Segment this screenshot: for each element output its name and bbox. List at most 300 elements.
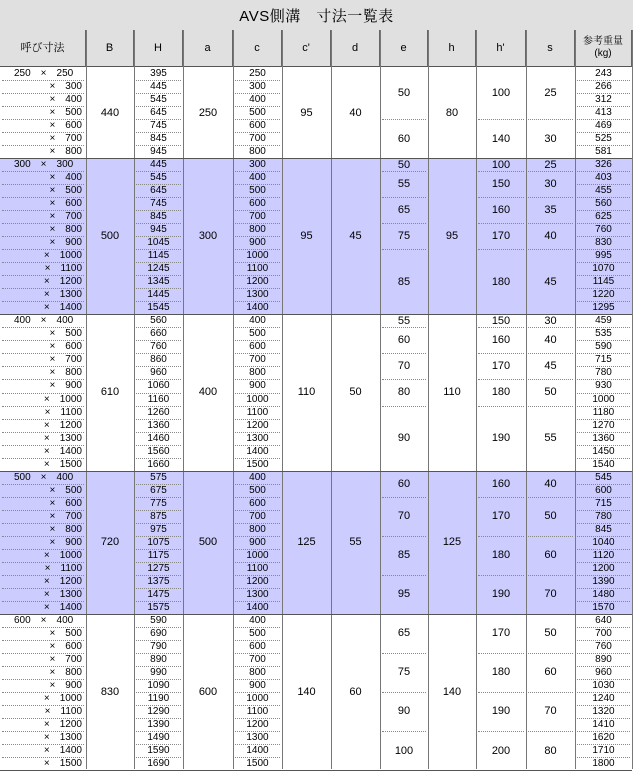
row-divider (528, 223, 573, 224)
row-divider (528, 497, 573, 498)
h-value: 1660 (147, 458, 170, 470)
s-value: 45 (544, 275, 557, 288)
h-value: 1460 (147, 432, 170, 444)
nominal-size: × 600 (49, 341, 82, 353)
row-divider (2, 458, 84, 459)
h-value: 395 (150, 68, 167, 79)
h-prime-header: h' (476, 30, 526, 67)
h-value: 1160 (147, 393, 170, 405)
c-value: 1400 (246, 601, 269, 613)
weight-value: 1070 (592, 263, 615, 275)
row-divider (136, 458, 181, 459)
weight-value: 1450 (592, 445, 615, 457)
nominal-size: × 300 (49, 81, 82, 93)
c-prime-header: c' (282, 30, 331, 67)
e-value: 60 (397, 477, 411, 490)
row-divider (235, 497, 280, 498)
row-divider (2, 744, 84, 745)
nominal-size: × 800 (49, 367, 82, 379)
weight-value: 535 (595, 328, 612, 340)
weight-value: 890 (595, 653, 612, 665)
nominal-size: × 800 (49, 523, 82, 535)
row-divider (136, 262, 181, 263)
s-value: 80 (544, 744, 557, 757)
c-value: 1100 (246, 406, 269, 418)
row-divider (235, 731, 280, 732)
h-value: 1590 (147, 745, 170, 757)
h-prime-value: 160 (491, 477, 511, 490)
row-divider (577, 549, 630, 550)
h-value: 760 (150, 341, 167, 353)
weight-value: 1710 (592, 745, 615, 757)
c-header: c (233, 30, 282, 67)
row-divider (136, 379, 181, 380)
a-value: 400 (198, 386, 218, 399)
s-value: 45 (544, 360, 557, 373)
weight-value: 1200 (592, 562, 615, 574)
row-divider (235, 458, 280, 459)
weight-value: 1800 (592, 758, 615, 770)
e-value: 55 (397, 314, 411, 327)
a-value: 500 (198, 536, 218, 549)
row-divider (136, 393, 181, 394)
nominal-size: × 1400 (43, 601, 82, 613)
nominal-size: × 1200 (43, 276, 82, 288)
row-divider (235, 601, 280, 602)
row-divider (235, 340, 280, 341)
row-divider (235, 210, 280, 211)
nominal-size: × 700 (49, 653, 82, 665)
row-divider (382, 353, 426, 354)
e-value: 90 (397, 432, 411, 445)
row-divider (136, 653, 181, 654)
row-divider (382, 575, 426, 576)
row-divider (235, 679, 280, 680)
weight-value: 715 (595, 497, 612, 509)
c-value: 1400 (246, 302, 269, 314)
row-divider (577, 301, 630, 302)
e-value: 55 (397, 178, 411, 191)
row-divider (2, 236, 84, 237)
nominal-size: × 900 (49, 679, 82, 691)
h-value: 1375 (147, 575, 170, 587)
row-divider (235, 353, 280, 354)
row-divider (136, 145, 181, 146)
nominal-size: × 1400 (43, 745, 82, 757)
row-divider (577, 666, 630, 667)
h-value: 1090 (147, 679, 170, 691)
h-value: 1545 (147, 302, 170, 314)
row-divider (528, 406, 573, 407)
weight-value: 1000 (592, 393, 615, 405)
row-divider (478, 379, 524, 380)
e-value: 60 (397, 132, 411, 145)
h-prime-value: 170 (491, 230, 511, 243)
row-divider (478, 653, 524, 654)
s-value: 55 (544, 432, 557, 445)
row-divider (577, 340, 630, 341)
weight-value: 600 (595, 484, 612, 496)
weight-value: 525 (595, 133, 612, 145)
s-value: 40 (544, 334, 557, 347)
row-divider (2, 301, 84, 302)
nominal-size: × 600 (49, 120, 82, 132)
nominal-size: × 1100 (44, 263, 82, 275)
nominal-size: × 1200 (43, 419, 82, 431)
h-value: 645 (150, 185, 167, 197)
h-value: 745 (150, 120, 167, 132)
h-value: 1575 (147, 601, 170, 613)
h-value: 975 (150, 523, 167, 535)
h-value: 445 (150, 81, 167, 93)
row-divider (136, 249, 181, 250)
e-value: 65 (397, 204, 411, 217)
b-value: 720 (100, 536, 120, 549)
h-value: 1245 (147, 263, 170, 275)
row-divider (136, 119, 181, 120)
c-prime-value: 95 (300, 230, 313, 243)
row-divider (235, 132, 280, 133)
c-value: 900 (249, 679, 266, 691)
c-value: 1400 (246, 445, 269, 457)
weight-value: 1620 (592, 732, 615, 744)
weight-value: 1390 (592, 575, 615, 587)
row-divider (2, 536, 84, 537)
row-divider (577, 80, 630, 81)
c-value: 1300 (246, 588, 269, 600)
row-divider (136, 744, 181, 745)
s-value: 25 (544, 87, 557, 100)
row-divider (528, 536, 573, 537)
row-divider (136, 679, 181, 680)
row-divider (2, 288, 84, 289)
row-divider (528, 653, 573, 654)
c-value: 1300 (246, 432, 269, 444)
nominal-size: × 1200 (43, 719, 82, 730)
row-divider (235, 106, 280, 107)
h-prime-value: 160 (491, 204, 511, 217)
nominal-size: × 1000 (43, 692, 82, 704)
nominal-size: × 1400 (43, 445, 82, 457)
row-divider (577, 432, 630, 433)
row-divider (235, 419, 280, 420)
c-value: 900 (249, 380, 266, 392)
weight-value: 830 (595, 237, 612, 249)
d-header: d (331, 30, 380, 67)
row-divider (528, 731, 573, 732)
h-value: 690 (150, 627, 167, 639)
d-value: 40 (349, 106, 362, 119)
row-divider (235, 536, 280, 537)
c-value: 1000 (246, 692, 269, 704)
h-prime-value: 180 (491, 666, 511, 679)
row-divider (577, 744, 630, 745)
row-divider (235, 692, 280, 693)
row-divider (577, 510, 630, 511)
h-value: 545 (150, 94, 167, 106)
row-divider (2, 432, 84, 433)
d-value: 45 (349, 230, 362, 243)
row-divider (235, 406, 280, 407)
h-value: 790 (150, 640, 167, 652)
row-divider (2, 601, 84, 602)
c-value: 300 (249, 81, 266, 93)
row-divider (478, 497, 524, 498)
row-divider (577, 366, 630, 367)
d-value: 50 (349, 386, 362, 399)
nominal-size: × 500 (49, 185, 82, 197)
row-divider (235, 249, 280, 250)
nominal-size: × 1500 (43, 458, 82, 470)
c-value: 1500 (246, 758, 269, 770)
c-value: 800 (249, 224, 266, 236)
row-divider (136, 731, 181, 732)
h-value: 1490 (147, 732, 170, 744)
row-divider (577, 262, 630, 263)
row-divider (382, 497, 426, 498)
c-value: 300 (249, 159, 266, 171)
weight-value: 1360 (592, 432, 615, 444)
h-value: 1345 (147, 276, 170, 288)
row-divider (136, 288, 181, 289)
nominal-size: × 900 (49, 237, 82, 249)
c-prime-value: 140 (297, 685, 316, 698)
row-divider (478, 249, 524, 250)
row-divider (577, 145, 630, 146)
b-header: B (86, 30, 134, 67)
row-divider (2, 249, 84, 250)
row-divider (577, 458, 630, 459)
row-divider (235, 262, 280, 263)
e-value: 100 (394, 744, 414, 757)
row-divider (235, 366, 280, 367)
h-value: 745 (150, 198, 167, 210)
c-value: 1400 (246, 745, 269, 757)
d-value: 55 (349, 536, 362, 549)
a-value: 300 (198, 230, 218, 243)
nominal-size: × 1100 (44, 705, 82, 717)
row-divider (136, 523, 181, 524)
row-divider (136, 510, 181, 511)
row-divider (528, 171, 573, 172)
row-divider (577, 484, 630, 485)
c-value: 1100 (246, 263, 269, 275)
row-divider (2, 640, 84, 641)
row-divider (478, 119, 524, 120)
row-divider (136, 705, 181, 706)
nominal-size: × 800 (49, 146, 82, 158)
h-value: 1190 (147, 692, 170, 704)
row-divider (235, 627, 280, 628)
row-divider (235, 379, 280, 380)
weight-value: 455 (595, 185, 612, 197)
e-value: 90 (397, 705, 411, 718)
row-divider (2, 510, 84, 511)
row-divider (235, 562, 280, 563)
row-divider (136, 484, 181, 485)
e-value: 65 (397, 627, 411, 640)
row-divider (577, 393, 630, 394)
row-divider (528, 379, 573, 380)
row-divider (235, 145, 280, 146)
c-value: 400 (249, 94, 266, 106)
e-value: 95 (397, 588, 411, 601)
row-divider (235, 484, 280, 485)
row-divider (577, 132, 630, 133)
e-value: 50 (397, 158, 411, 171)
s-value: 70 (544, 705, 557, 718)
nominal-size: 300 × 300 (14, 159, 74, 171)
row-divider (136, 432, 181, 433)
row-divider (2, 197, 84, 198)
h-value: 1360 (147, 419, 170, 431)
row-divider (2, 210, 84, 211)
row-divider (235, 171, 280, 172)
s-value: 60 (544, 549, 557, 562)
row-divider (136, 236, 181, 237)
c-value: 700 (249, 133, 266, 145)
nominal-size: × 1000 (43, 250, 82, 262)
a-value: 600 (198, 685, 218, 698)
row-divider (577, 601, 630, 602)
weight-value: 700 (595, 627, 612, 639)
row-divider (382, 692, 426, 693)
row-divider (2, 366, 84, 367)
e-value: 70 (397, 360, 411, 373)
row-divider (136, 588, 181, 589)
h-prime-value: 100 (491, 158, 511, 171)
weight-value: 1410 (592, 719, 615, 730)
h-value: 645 (150, 107, 167, 119)
h-value: 860 (150, 354, 167, 366)
weight-value: 1540 (592, 458, 615, 470)
row-divider (2, 171, 84, 172)
h-value: 945 (150, 146, 167, 158)
row-divider (2, 340, 84, 341)
row-divider (577, 197, 630, 198)
row-divider (577, 93, 630, 94)
row-divider (478, 406, 524, 407)
e-value: 85 (397, 549, 411, 562)
h-value: 1560 (147, 445, 170, 457)
row-divider (2, 692, 84, 693)
row-divider (577, 249, 630, 250)
h-value: 1175 (147, 549, 170, 561)
row-divider (2, 484, 84, 485)
row-divider (136, 692, 181, 693)
row-divider (2, 393, 84, 394)
weight-value: 403 (595, 172, 612, 184)
row-divider (2, 145, 84, 146)
weight-value: 560 (595, 198, 612, 210)
row-divider (577, 223, 630, 224)
weight-header: 参考重量 (kg) (575, 30, 632, 67)
nominal-size: × 600 (49, 497, 82, 509)
c-prime-value: 95 (300, 106, 313, 119)
e-value: 75 (397, 666, 411, 679)
c-value: 700 (249, 510, 266, 522)
nominal-size-header: 呼び寸法 (0, 30, 86, 67)
c-value: 900 (249, 237, 266, 249)
weight-value: 1145 (592, 276, 615, 288)
weight-value: 312 (595, 94, 612, 106)
weight-value: 930 (595, 380, 612, 392)
row-divider (577, 757, 630, 758)
row-divider (2, 223, 84, 224)
row-divider (528, 327, 573, 328)
row-divider (235, 197, 280, 198)
row-divider (528, 119, 573, 120)
row-divider (478, 197, 524, 198)
row-divider (2, 562, 84, 563)
row-divider (577, 184, 630, 185)
h-prime-value: 200 (491, 744, 511, 757)
row-divider (577, 419, 630, 420)
row-divider (235, 301, 280, 302)
h-value: 1260 (147, 406, 170, 418)
weight-value: 1030 (592, 679, 615, 691)
row-divider (136, 223, 181, 224)
s-value: 40 (544, 230, 557, 243)
weight-value: 960 (595, 666, 612, 678)
weight-value: 459 (595, 315, 612, 327)
row-divider (2, 275, 84, 276)
weight-value: 1180 (592, 406, 615, 418)
c-value: 600 (249, 120, 266, 132)
s-header: s (526, 30, 575, 67)
h-value: 1690 (147, 758, 170, 770)
row-divider (2, 80, 84, 81)
row-divider (577, 692, 630, 693)
row-divider (2, 419, 84, 420)
weight-value: 1240 (592, 692, 615, 704)
row-divider (382, 223, 426, 224)
row-divider (136, 549, 181, 550)
row-divider (577, 705, 630, 706)
row-divider (136, 93, 181, 94)
h-value: 845 (150, 211, 167, 223)
b-value: 500 (100, 230, 120, 243)
row-divider (136, 275, 181, 276)
c-value: 1000 (246, 549, 269, 561)
row-divider (2, 106, 84, 107)
row-divider (235, 275, 280, 276)
row-divider (136, 497, 181, 498)
c-value: 1200 (246, 419, 269, 431)
row-divider (235, 93, 280, 94)
c-value: 1000 (246, 250, 269, 262)
row-divider (577, 119, 630, 120)
c-value: 1300 (246, 732, 269, 744)
row-divider (2, 497, 84, 498)
weight-value: 581 (595, 146, 612, 158)
s-value: 30 (544, 178, 557, 191)
nominal-size: × 900 (49, 380, 82, 392)
s-value: 50 (544, 510, 557, 523)
row-divider (478, 327, 524, 328)
c-value: 1000 (246, 393, 269, 405)
nominal-size: × 800 (49, 666, 82, 678)
row-divider (235, 666, 280, 667)
h-value: 960 (150, 367, 167, 379)
row-divider (235, 523, 280, 524)
h-small-value: 140 (442, 685, 462, 698)
row-divider (478, 575, 524, 576)
weight-value: 413 (595, 107, 612, 119)
row-divider (136, 197, 181, 198)
h-value: 775 (150, 497, 167, 509)
nominal-size: × 1100 (44, 562, 82, 574)
